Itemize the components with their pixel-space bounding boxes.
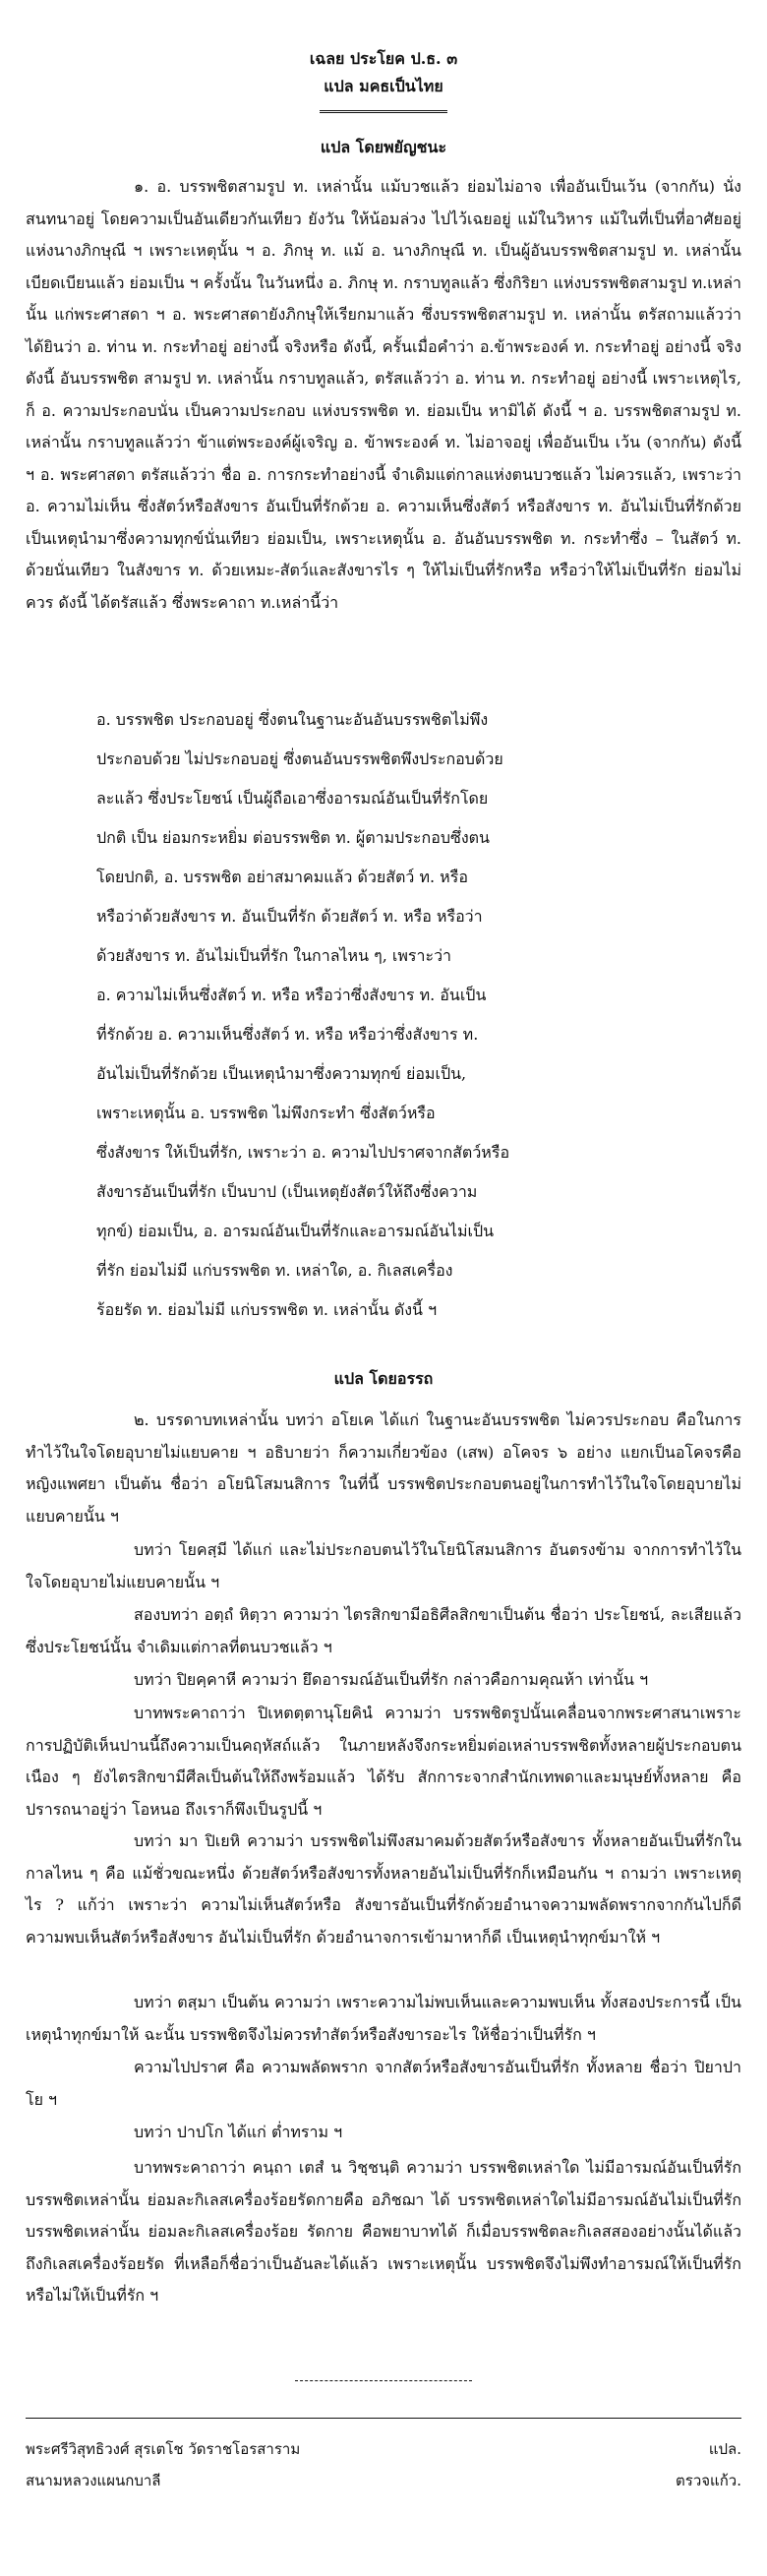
verse-line: อ. ความไม่เห็นซึ่งสัตว์ ท. หรือ หรือว่าซึ่งสังขาร ท. อันเป็น [96,986,487,1004]
verse-line: ที่รัก ย่อมไม่มี แก่บรรพชิต ท. เหล่าใด, อ. กิเลสเครื่อง [96,1261,453,1280]
section2-paragraph: บทว่า ปิยคฺคาหี ความว่า ยึดอารมณ์อันเป็นที่รัก กล่าวคือกามคุณห้า เท่านั้น ฯ [134,1670,649,1689]
verse-line: เพราะเหตุนั้น อ. บรรพชิต ไม่พึงกระทำ ซึ่งสัตว์หรือ [96,1104,436,1122]
verse-line: ละแล้ว ซึ่งประโยชน์ เป็นผู้ถือเอาซึ่งอารมณ์อันเป็นที่รักโดย [96,789,489,808]
section2-paragraph: บาทพระคาถาว่า ปิเหตตฺตานุโยคินํ ความว่า บรรพชิตรูปนั้นเคลื่อนจากพระศาสนาเพราะการปฏิบัติเห็นปานนี้ถึงความเป็นคฤหัสถ์แล้ว ในภายหลังจึงกระหยิ่มต่อเหล่าบรรพชิตทั้งหลายผู้ประกอบตนเนือง ๆ ยังไตรสิกขามีศีลเป็นต้นให้ถึงพร้อมแล้ว ได้รับ สักการะจากสำนักเทพดาและมนุษย์ทั้งหลาย คือ ปรารถนาอยู่ว่า โอหนอ ถึงเราก็พึงเป็นรูปนี้ ฯ [26,1704,741,1819]
end-divider [295,2380,472,2381]
section2-paragraph: ๒. บรรดาบทเหล่านั้น บทว่า อโยเค ได้แก่ ในฐานะอันบรรพชิต ไม่ควรประกอบ คือในการทำไว้ในใจโดยอุบายไม่แยบคาย ฯ อธิบายว่า ก็ความเกี่ยวข้อง (เสพ) อโคจร ๖ อย่าง แยกเป็นอโคจรคือหญิงแพศยา เป็นต้น ชื่อว่า อโยนิโสมนสิการ ในที่นี้ บรรพชิตประกอบตนอยู่ในการทำไว้ในใจโดยอุบายไม่แยบคายนั้น ฯ [26,1410,741,1526]
office-name: สนามหลวงแผนกบาลี [26,2472,161,2489]
verse-line: หรือว่าด้วยสังขาร ท. อันเป็นที่รัก ด้วยสัตว์ ท. หรือ หรือว่า [96,907,483,926]
verse-line: ร้อยรัด ท. ย่อมไม่มี แก่บรรพชิต ท. เหล่านั้น ดังนี้ ฯ [96,1300,438,1319]
title-underline [320,110,447,117]
page-title: เฉลย ประโยค ป.ธ. ๓ [309,49,458,68]
verse-line: สังขารอันเป็นที่รัก เป็นบาป (เป็นเหตุยังสัตว์ให้ถึงซึ่งความ [96,1182,478,1201]
verse-line: อันไม่เป็นที่รักด้วย เป็นเหตุนำมาซึ่งความทุกข์ ย่อมเป็น, [96,1064,467,1083]
verse-line: ทุกข์) ย่อมเป็น, อ. อารมณ์อันเป็นที่รักและอารมณ์อันไม่เป็น [96,1222,495,1240]
section2-paragraph: ความไปปราศ คือ ความพลัดพราก จากสัตว์หรือสังขารอันเป็นที่รัก ทั้งหลาย ชื่อว่า ปิยาปาโย ฯ [26,2058,741,2109]
verse-line: ซึ่งสังขาร ให้เป็นที่รัก, เพราะว่า อ. ความไปปราศจากสัตว์หรือ [96,1143,510,1162]
verse-line: ประกอบด้วย ไม่ประกอบอยู่ ซึ่งตนอันบรรพชิตพึงประกอบด้วย [96,749,503,768]
footer-row-2 [26,2469,741,2492]
section-heading-meaning: แปล โดยอรรถ [333,1369,434,1388]
footer-row-1 [26,2437,741,2461]
section-heading-literal: แปล โดยพยัญชนะ [320,138,447,156]
section2-paragraph: บทว่า ตสฺมา เป็นต้น ความว่า เพราะความไม่พบเห็นและความพบเห็น ทั้งสองประการนี้ เป็นเหตุนำทุกข์มาให้ ฉะนั้น บรรพชิตจึงไม่ควรทำสัตว์หรือสังขารอะไร ให้ชื่อว่าเป็นที่รัก ฯ [26,1993,741,2044]
section2-paragraph: บทว่า โยคสฺมี ได้แก่ และไม่ประกอบตนไว้ในโยนิโสมนสิการ อันตรงข้าม จากการทำไว้ในใจโดยอุบายไม่แยบคายนั้น ฯ [26,1540,741,1591]
footer-rule [26,2418,741,2419]
verse-line: ด้วยสังขาร ท. อันไม่เป็นที่รัก ในกาลไหน ๆ, เพราะว่า [96,946,452,965]
verse-block [96,700,647,1330]
checker-role: ตรวจแก้ว. [676,2472,741,2489]
page-subtitle: แปล มคธเป็นไทย [324,77,443,95]
verse-line: ที่รักด้วย อ. ความเห็นซึ่งสัตว์ ท. หรือ หรือว่าซึ่งสังขาร ท. [96,1025,479,1044]
section2-paragraph: บาทพระคาถาว่า คนฺถา เตสํ น วิชฺชนฺติ ความว่า บรรพชิตเหล่าใด ไม่มีอารมณ์อันเป็นที่รัก บรรพชิตเหล่านั้น ย่อมละกิเลสเครื่องร้อยรัดกายคือ อภิชฌา ได้ บรรพชิตเหล่าใดไม่มีอารมณ์อันไม่เป็นที่รัก บรรพชิตเหล่านั้น ย่อมละกิเลสเครื่องร้อย รัดกาย คือพยาบาทได้ ก็เมื่อบรรพชิตละกิเลสสองอย่างนั้นได้แล้ว ถึงกิเลสเครื่องร้อยรัด ที่เหลือก็ชื่อว่าเป็นอันละได้แล้ว เพราะเหตุนั้น บรรพชิตจึงไม่พึงทำอารมณ์ให้เป็นที่รัก หรือไม่ให้เป็นที่รัก ฯ [26,2158,741,2305]
verse-line: อ. บรรพชิต ประกอบอยู่ ซึ่งตนในฐานะอันอันบรรพชิตไม่พึง [96,710,489,729]
verse-line: โดยปกติ, อ. บรรพชิต อย่าสมาคมแล้ว ด้วยสัตว์ ท. หรือ [96,868,468,886]
section1-paragraph: ๑. อ. บรรพชิตสามรูป ท. เหล่านั้น แม้บวชแล้ว ย่อมไม่อาจ เพื่ออันเป็นเว้น (จากกัน) นั่งสนทนาอยู่ โดยความเป็นอันเดียวกันเทียว ยังวัน ให้น้อมล่วง ไปไว้เฉยอยู่ แม้ในวิหาร แม้ในที่เป็นที่อาศัยอยู่ แห่งนางภิกษุณี ฯ เพราะเหตุนั้น ฯ อ. ภิกษุ ท. แม้ อ. นางภิกษุณี ท. เป็นผู้อันบรรพชิตสามรูป ท. เหล่านั้น เบียดเบียนแล้ว ย่อมเป็น ฯ ครั้งนั้น ในวันหนึ่ง อ. ภิกษุ ท. กราบทูลแล้ว ซึ่งกิริยา แห่งบรรพชิตสามรูป ท.เหล่านั้น แก่พระศาสดา ฯ อ. พระศาสดายังภิกษุให้เรียกมาแล้ว ซึ่งบรรพชิตสามรูป ท. เหล่านั้น ตรัสถามแล้วว่า ได้ยินว่า อ. ท่าน ท. กระทำอยู่ อย่างนี้ จริงหรือ ดังนี้, ครั้นเมื่อคำว่า อ.ข้าพระองค์ ท. กระทำอยู่ อย่างนี้ จริง ดังนี้ อันบรรพชิต สามรูป ท. เหล่านั้น กราบทูลแล้ว, ตรัสแล้วว่า อ. ท่าน ท. กระทำอยู่ อย่างนี้ เพราะเหตุไร, ก็ อ. ความประกอบนั่น เป็นความประกอบ แห่งบรรพชิต ท. ย่อมเป็น หามิได้ ดังนี้ ฯ อ. บรรพชิตสามรูป ท. เหล่านั้น กราบทูลแล้วว่า ข้าแต่พระองค์ผู้เจริญ อ. ข้าพระองค์ ท. ไม่อาจอยู่ เพื่ออันเป็น เว้น (จากกัน) ดังนี้ ฯ อ. พระศาสดา ตรัสแล้วว่า ชื่อ อ. การกระทำอย่างนี้ จำเดิมแต่กาลแห่งตนบวชแล้ว ไม่ควรแล้ว, เพราะว่า อ. ความไม่เห็น ซึ่งสัตว์หรือสังขาร อันเป็นที่รักด้วย อ. ความเห็นซึ่งสัตว์ หรือสังขาร ท. อันไม่เป็นที่รักด้วย เป็นเหตุนำมาซึ่งความทุกข์นั่นเทียว ย่อมเป็น, เพราะเหตุนั้น อ. อันอันบรรพชิต ท. กระทำซึ่ง – ในสัตว์ ท. ด้วยนั่นเทียว ในสังขาร ท. ด้วยเหมะ-สัตว์และสังขารไร ๆ ให้ไม่เป็นที่รักหรือ หรือว่าให้ไม่เป็นที่รัก ย่อมไม่ควร ดังนี้ ได้ตรัสแล้ว ซึ่งพระคาถา ท.เหล่านี้ว่า [26,177,741,612]
section2-paragraph: สองบทว่า อตฺถํ หิตฺวา ความว่า ไตรสิกขามีอธิศีลสิกขาเป็นต้น ชื่อว่า ประโยชน์, ละเสียแล้วซึ่งประโยชน์นั้น จำเดิมแต่กาลที่ตนบวชแล้ว ฯ [26,1605,741,1656]
translator-role: แปล. [708,2440,741,2458]
section2-paragraph: บทว่า ปาปโก ได้แก่ ต่ำทราม ฯ [134,2123,343,2141]
translator-name: พระศรีวิสุทธิวงศ์ สุรเตโช วัดราชโอรสาราม [26,2440,301,2458]
section2-paragraph: บทว่า มา ปิเยหิ ความว่า บรรพชิตไม่พึงสมาคมด้วยสัตว์หรือสังขาร ทั้งหลายอันเป็นที่รักในกาลไหน ๆ คือ แม้ชั่วขณะหนึ่ง ด้วยสัตว์หรือสังขารทั้งหลายอันไม่เป็นที่รักก็เหมือนกัน ฯ ถามว่า เพราะเหตุไร ? แก้ว่า เพราะว่า ความไม่เห็นสัตว์หรือ สังขารอันเป็นที่รักด้วยอำนาจความพลัดพรากจากกันไปก็ดี ความพบเห็นสัตว์หรือสังขาร อันไม่เป็นที่รัก ด้วยอำนาจการเข้ามาหาก็ดี เป็นเหตุนำทุกข์มาให้ ฯ [26,1831,741,1947]
verse-line: ปกติ เป็น ย่อมกระหยิ่ม ต่อบรรพชิต ท. ผู้ตามประกอบซึ่งตน [96,828,490,847]
